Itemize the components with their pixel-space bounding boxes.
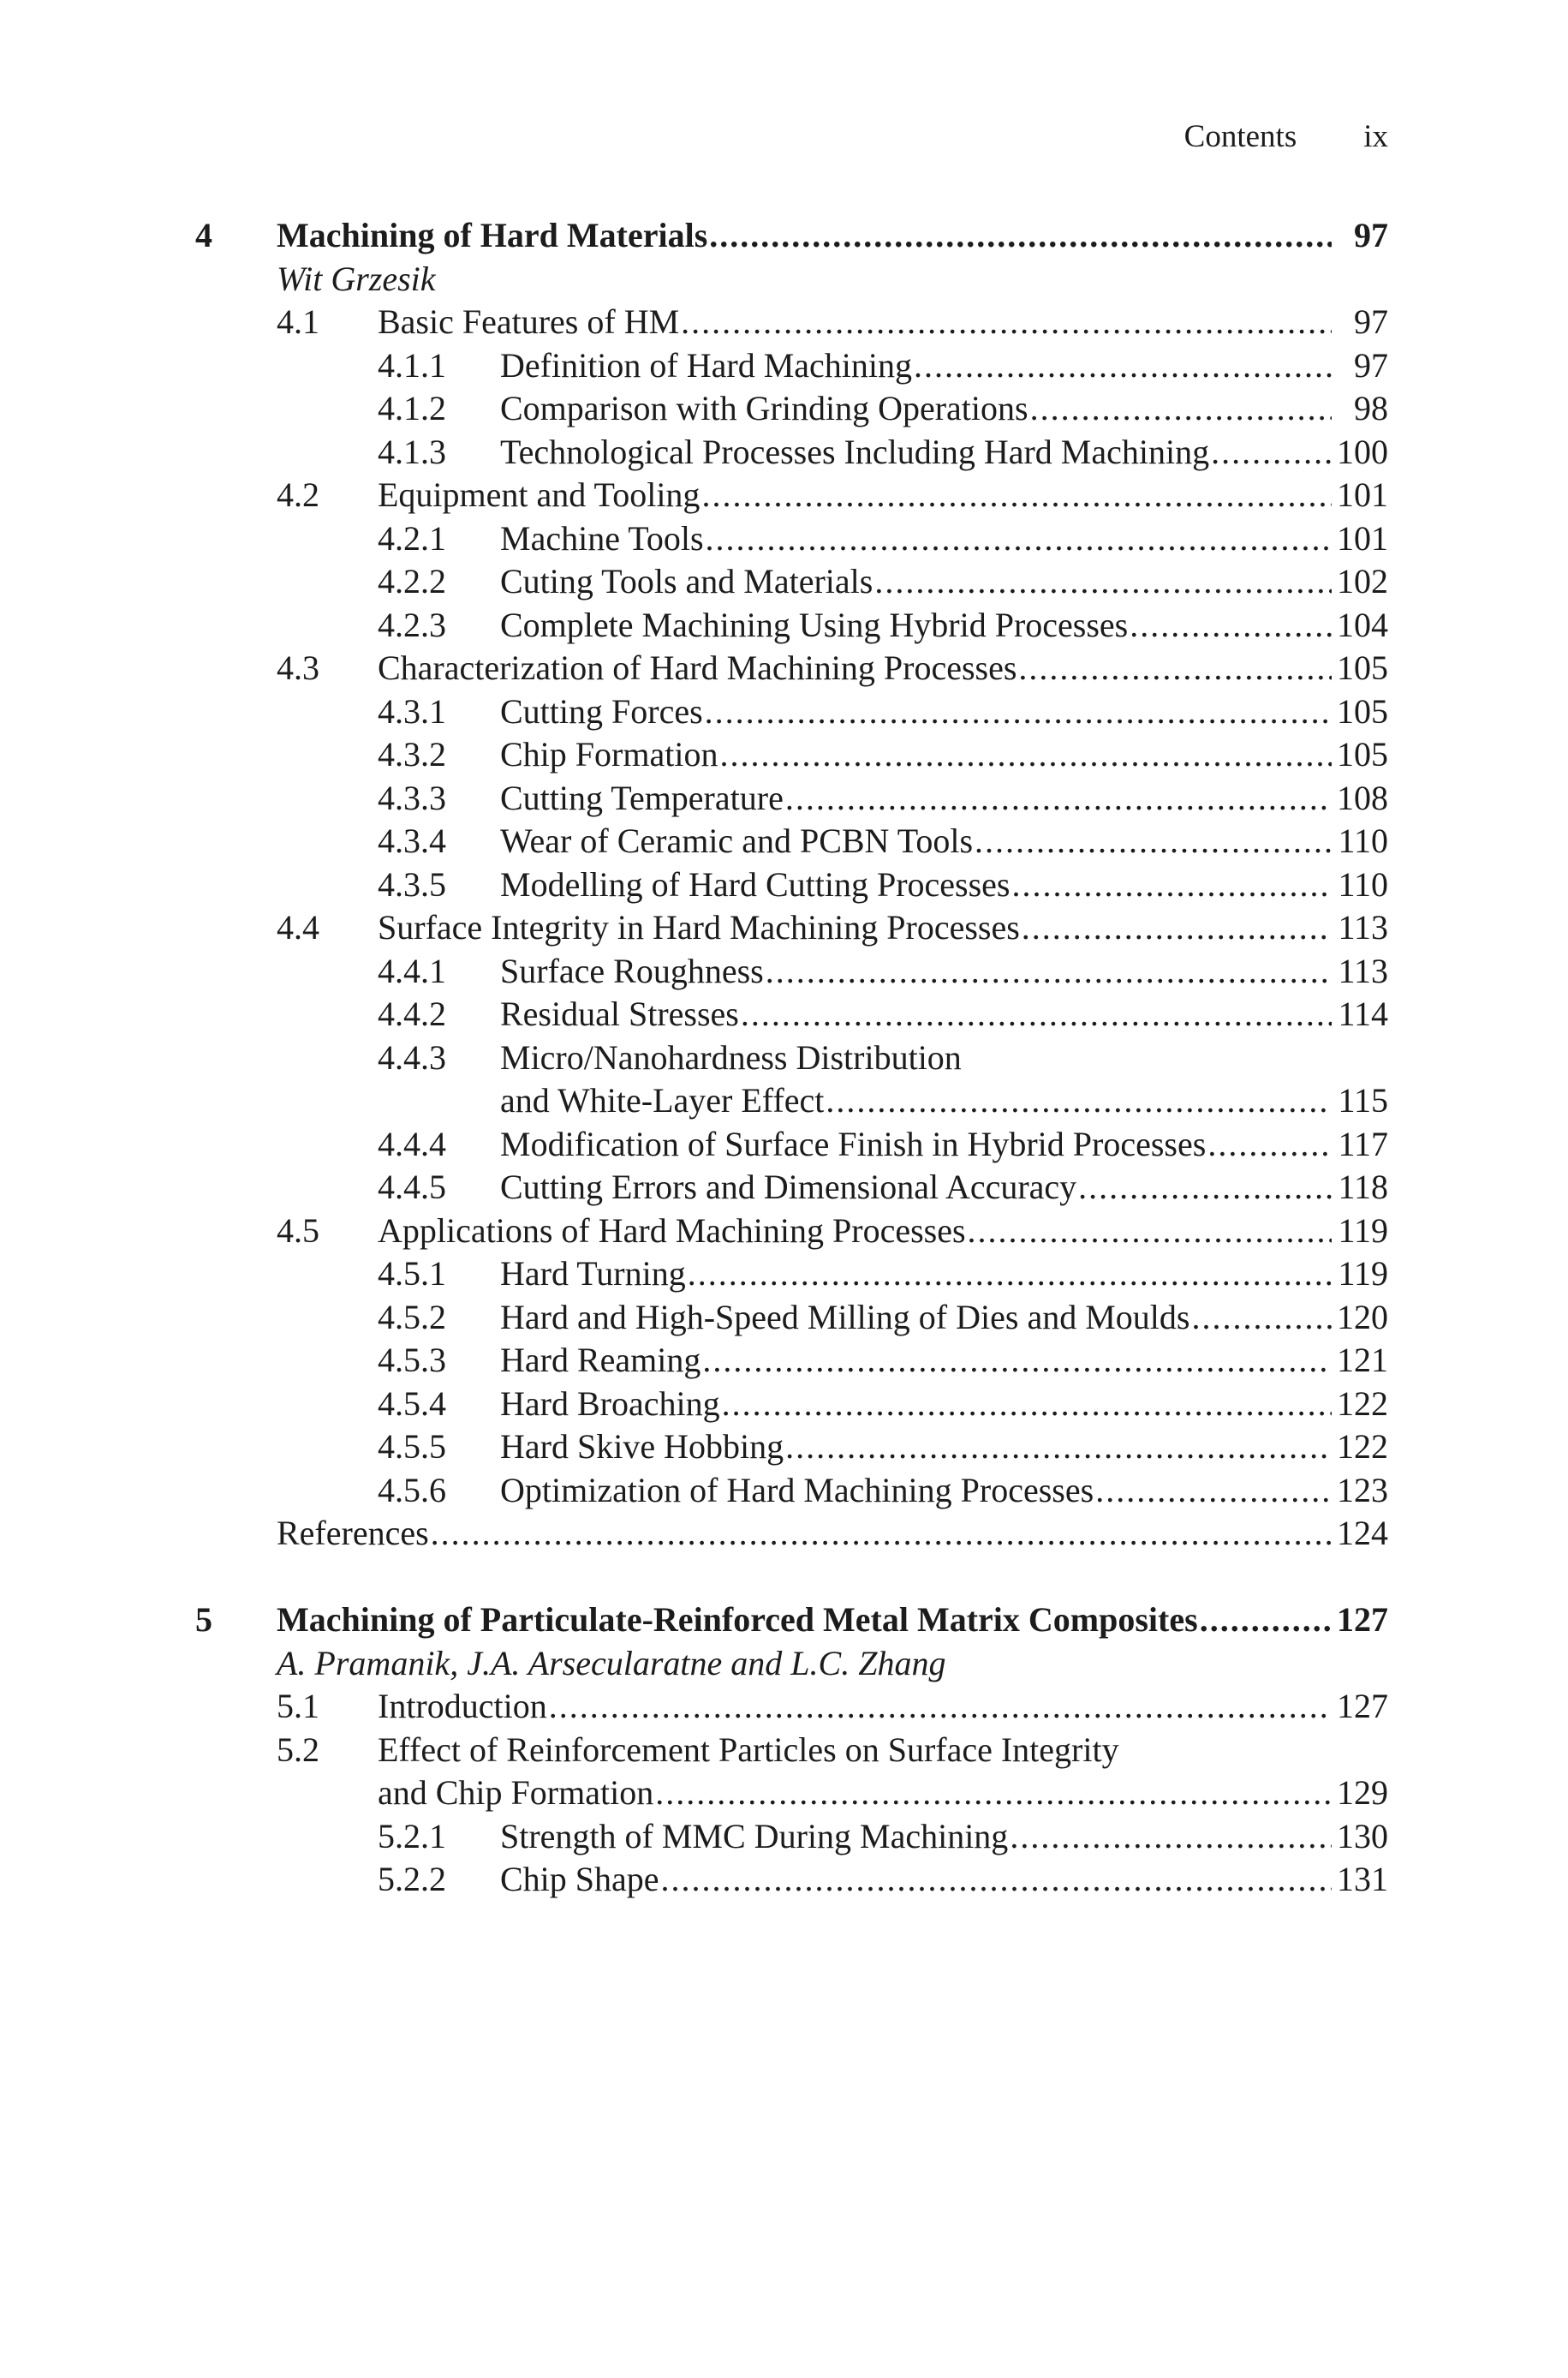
toc-entry-title: Characterization of Hard Machining Processes [378, 648, 1017, 687]
toc-entry-page-number: 122 [1337, 1383, 1388, 1423]
toc-entry-sub[interactable] [195, 517, 1388, 561]
dot-leader [785, 1425, 1332, 1469]
toc-entry-page-number: 110 [1338, 822, 1388, 860]
toc-entry-section[interactable] [195, 1685, 1388, 1729]
toc-entry-title: Effect of Reinforcement Particles on Surface Integrity [378, 1730, 1119, 1769]
dot-leader [1211, 431, 1332, 475]
toc-entry-title: Technological Processes Including Hard Machining [500, 432, 1210, 471]
dot-leader [1018, 647, 1332, 690]
toc-entry-page-number: 120 [1337, 1297, 1388, 1336]
toc-entry-ref[interactable] [195, 1512, 1388, 1556]
dot-leader [661, 1858, 1332, 1902]
toc-entry-title: Micro/Nanohardness Distribution [500, 1037, 962, 1077]
toc-entry-page-number: 100 [1337, 432, 1388, 471]
dot-leader [1022, 906, 1332, 950]
toc-entry-page-number: 124 [1337, 1514, 1388, 1552]
toc-entry-section[interactable] [195, 1729, 1388, 1772]
toc-entry-page-number: 108 [1337, 778, 1388, 817]
toc-entry-section[interactable] [195, 301, 1388, 344]
toc-entry-page-number: 101 [1337, 475, 1388, 514]
dot-leader [1030, 387, 1332, 431]
dot-leader [719, 733, 1332, 777]
dot-leader [1130, 604, 1332, 648]
toc-entry-title: Hard Turning [500, 1254, 686, 1293]
toc-entry-number: 4.1 [277, 302, 319, 341]
dot-leader [1012, 863, 1333, 907]
toc-entry-page-number: 104 [1337, 605, 1388, 644]
dot-leader [741, 993, 1332, 1037]
toc-entry-title: Comparison with Grinding Operations [500, 389, 1028, 427]
toc-entry-page-number: 105 [1337, 648, 1388, 687]
toc-entry-title: Modelling of Hard Cutting Processes [500, 864, 1011, 904]
toc-entry-page-number: 97 [1354, 216, 1388, 254]
toc-entry-number: 5.2.2 [378, 1860, 446, 1898]
toc-entry-page-number: 98 [1354, 389, 1388, 427]
toc-entry-page-number: 119 [1338, 1254, 1388, 1293]
dot-leader [705, 690, 1332, 734]
toc-entry-sub[interactable] [195, 1425, 1388, 1469]
toc-entry-page-number: 118 [1338, 1168, 1388, 1206]
toc-entry-title: Wear of Ceramic and PCBN Tools [500, 822, 974, 860]
toc-entry-page-number: 127 [1337, 1600, 1388, 1639]
toc-entry-sub[interactable] [195, 1383, 1388, 1426]
toc-entry-sub[interactable] [195, 777, 1388, 821]
toc-entry-section[interactable] [195, 906, 1388, 950]
toc-entry-sub[interactable] [195, 820, 1388, 863]
toc-entry-sub[interactable] [195, 1339, 1388, 1383]
dot-leader [766, 950, 1332, 994]
toc-entry-page-number: 101 [1337, 518, 1388, 558]
toc-entry-title: Cutting Forces [500, 691, 703, 731]
toc-entry-number: 4.2 [277, 475, 319, 514]
toc-entry-number: 4.5.3 [378, 1341, 446, 1379]
toc-entry-title: Hard Skive Hobbing [500, 1427, 784, 1466]
toc-entry-number: 4.2.1 [378, 518, 446, 558]
toc-entry-sub[interactable] [195, 690, 1388, 734]
toc-entry-page-number: 97 [1354, 302, 1388, 341]
toc-entry-number: 4.5.5 [378, 1427, 446, 1466]
toc-entry-page-number: 114 [1338, 995, 1388, 1033]
toc-entry-number: 5.1 [277, 1687, 319, 1725]
toc-entry-number: 4 [195, 216, 212, 254]
toc-entry-cont-section[interactable] [195, 1772, 1388, 1815]
toc-entry-sub[interactable] [195, 560, 1388, 604]
toc-entry-page-number: 105 [1337, 735, 1388, 774]
toc-entry-sub[interactable] [195, 863, 1388, 907]
toc-entry-sub[interactable] [195, 431, 1388, 475]
toc-entry-number: 5.2.1 [378, 1816, 446, 1855]
toc-entry-page-number: 105 [1337, 691, 1388, 731]
toc-entry-number: 5 [195, 1600, 212, 1639]
running-head [1184, 118, 1388, 156]
toc-entry-title: References [277, 1514, 429, 1552]
toc-entry-title: and Chip Formation [378, 1773, 654, 1812]
toc-entry-number: 4.5 [277, 1210, 319, 1250]
toc-entry-number: 4.2.2 [378, 562, 446, 600]
toc-entry-title: Strength of MMC During Machining [500, 1816, 1009, 1855]
toc-entry-sub[interactable] [195, 1296, 1388, 1340]
dot-leader [702, 1339, 1332, 1383]
dot-leader [826, 1079, 1332, 1123]
toc-entry-number: 4.4 [277, 908, 319, 947]
dot-leader [655, 1772, 1332, 1815]
toc-chapter-authors [195, 1642, 1388, 1686]
toc-entry-title: Chip Formation [500, 735, 718, 774]
toc-entry-title: Cutting Errors and Dimensional Accuracy [500, 1168, 1077, 1206]
toc-entry-page-number: 97 [1354, 345, 1388, 385]
toc-chapter-authors [195, 258, 1388, 302]
toc-entry-section[interactable] [195, 1210, 1388, 1253]
toc-entry-page-number: 123 [1337, 1470, 1388, 1509]
toc-entry-title: Machining of Particulate-Reinforced Metal Matrix Composites [277, 1600, 1198, 1639]
toc-entry-number: 4.4.3 [378, 1037, 446, 1077]
dot-leader [1207, 1123, 1332, 1167]
toc-entry-sub[interactable] [195, 387, 1388, 431]
dot-leader [549, 1685, 1332, 1729]
toc-entry-section[interactable] [195, 647, 1388, 690]
toc-entry-page-number: 121 [1337, 1341, 1388, 1379]
toc-entry-number: 4.3 [277, 648, 319, 687]
toc-entry-number: 4.5.1 [378, 1254, 446, 1293]
toc-entry-title: Machining of Hard Materials [277, 216, 708, 254]
toc-entry-number: 4.5.2 [378, 1297, 446, 1336]
toc-entry-sub[interactable] [195, 344, 1388, 388]
toc-entry-page-number: 115 [1338, 1081, 1388, 1120]
dot-leader [914, 344, 1332, 388]
toc-entry-number: 4.4.4 [378, 1124, 446, 1163]
toc-entry-title: Surface Integrity in Hard Machining Processes [378, 908, 1020, 947]
toc-entry-sub[interactable] [195, 1858, 1388, 1902]
toc-entry-page-number: 127 [1337, 1687, 1388, 1725]
toc-entry-number: 4.1.1 [378, 345, 446, 385]
toc-entry-title: Hard Broaching [500, 1383, 720, 1423]
toc-entry-chapter[interactable] [195, 214, 1388, 258]
toc-entry-sub[interactable] [195, 604, 1388, 648]
table-of-contents [195, 214, 1388, 1902]
toc-entry-section[interactable] [195, 474, 1388, 517]
toc-entry-sub[interactable] [195, 1815, 1388, 1859]
toc-entry-title: Introduction [378, 1687, 547, 1725]
toc-entry-sub[interactable] [195, 950, 1388, 994]
toc-entry-title: Cuting Tools and Materials [500, 562, 873, 600]
toc-entry-sub[interactable] [195, 1123, 1388, 1167]
toc-entry-title: Basic Features of HM [378, 302, 680, 341]
toc-entry-number: 4.3.3 [378, 778, 446, 817]
toc-entry-number: 4.4.1 [378, 951, 446, 990]
dot-leader [968, 1210, 1332, 1253]
toc-entry-page-number: 119 [1338, 1210, 1388, 1250]
toc-entry-title: Equipment and Tooling [378, 475, 701, 514]
toc-entry-chapter[interactable] [195, 1598, 1388, 1642]
dot-leader [722, 1383, 1332, 1426]
toc-entry-title: Chip Shape [500, 1860, 659, 1898]
author-names: Wit Grzesik [277, 259, 436, 298]
toc-entry-number: 4.3.4 [378, 822, 446, 860]
toc-entry-number: 4.4.2 [378, 995, 446, 1033]
toc-entry-title: Complete Machining Using Hybrid Processes [500, 605, 1129, 644]
toc-entry-sub[interactable] [195, 1037, 1388, 1080]
toc-entry-title: and White-Layer Effect [500, 1081, 825, 1120]
toc-entry-title: Hard Reaming [500, 1341, 701, 1379]
toc-entry-page-number: 117 [1338, 1124, 1388, 1163]
toc-entry-number: 4.3.5 [378, 864, 446, 904]
dot-leader [688, 1252, 1332, 1296]
toc-entry-sub[interactable] [195, 993, 1388, 1037]
toc-entry-title: Hard and High-Speed Milling of Dies and Moulds [500, 1297, 1190, 1336]
toc-entry-title: Modification of Surface Finish in Hybrid Processes [500, 1124, 1207, 1163]
dot-leader [1078, 1166, 1332, 1210]
toc-entry-page-number: 113 [1338, 908, 1388, 947]
toc-entry-sub[interactable] [195, 1252, 1388, 1296]
toc-entry-cont-sub[interactable] [195, 1079, 1388, 1123]
toc-entry-number: 4.2.3 [378, 605, 446, 644]
toc-entry-sub[interactable] [195, 733, 1388, 777]
toc-entry-title: Optimization of Hard Machining Processes [500, 1470, 1094, 1509]
dot-leader [431, 1512, 1332, 1556]
toc-entry-title: Machine Tools [500, 518, 704, 558]
dot-leader [785, 777, 1332, 821]
dot-leader [701, 474, 1332, 517]
toc-entry-number: 5.2 [277, 1730, 319, 1769]
dot-leader [975, 820, 1332, 863]
toc-entry-title: Residual Stresses [500, 995, 739, 1033]
dot-leader [709, 214, 1332, 258]
dot-leader [706, 517, 1332, 561]
toc-entry-number: 4.3.2 [378, 735, 446, 774]
dot-leader [1200, 1598, 1332, 1642]
running-head-title: Contents [1183, 119, 1297, 154]
running-head-page-number: ix [1363, 119, 1388, 154]
dot-leader [1191, 1296, 1332, 1340]
toc-entry-page-number: 102 [1337, 562, 1388, 600]
toc-entry-sub[interactable] [195, 1469, 1388, 1513]
toc-entry-title: Applications of Hard Machining Processes [378, 1210, 966, 1250]
toc-entry-number: 4.1.3 [378, 432, 446, 471]
toc-entry-title: Definition of Hard Machining [500, 345, 912, 385]
toc-entry-number: 4.3.1 [378, 691, 446, 731]
dot-leader [874, 560, 1332, 604]
dot-leader [681, 301, 1332, 344]
author-names: A. Pramanik, J.A. Arsecularatne and L.C. Zhang [277, 1643, 946, 1682]
toc-spacer [195, 1556, 1388, 1599]
dot-leader [1010, 1815, 1332, 1859]
toc-entry-page-number: 130 [1337, 1816, 1388, 1855]
toc-entry-page-number: 122 [1337, 1427, 1388, 1466]
toc-entry-title: Surface Roughness [500, 951, 764, 990]
dot-leader [1095, 1469, 1332, 1513]
toc-entry-number: 4.1.2 [378, 389, 446, 427]
toc-entry-page-number: 110 [1338, 864, 1388, 904]
toc-entry-number: 4.4.5 [378, 1168, 446, 1206]
toc-entry-sub[interactable] [195, 1166, 1388, 1210]
toc-entry-title: Cutting Temperature [500, 778, 784, 817]
toc-entry-number: 4.5.4 [378, 1383, 446, 1423]
toc-entry-page-number: 113 [1338, 951, 1388, 990]
toc-entry-number: 4.5.6 [378, 1470, 446, 1509]
toc-entry-page-number: 129 [1337, 1773, 1388, 1812]
toc-entry-page-number: 131 [1337, 1860, 1388, 1898]
